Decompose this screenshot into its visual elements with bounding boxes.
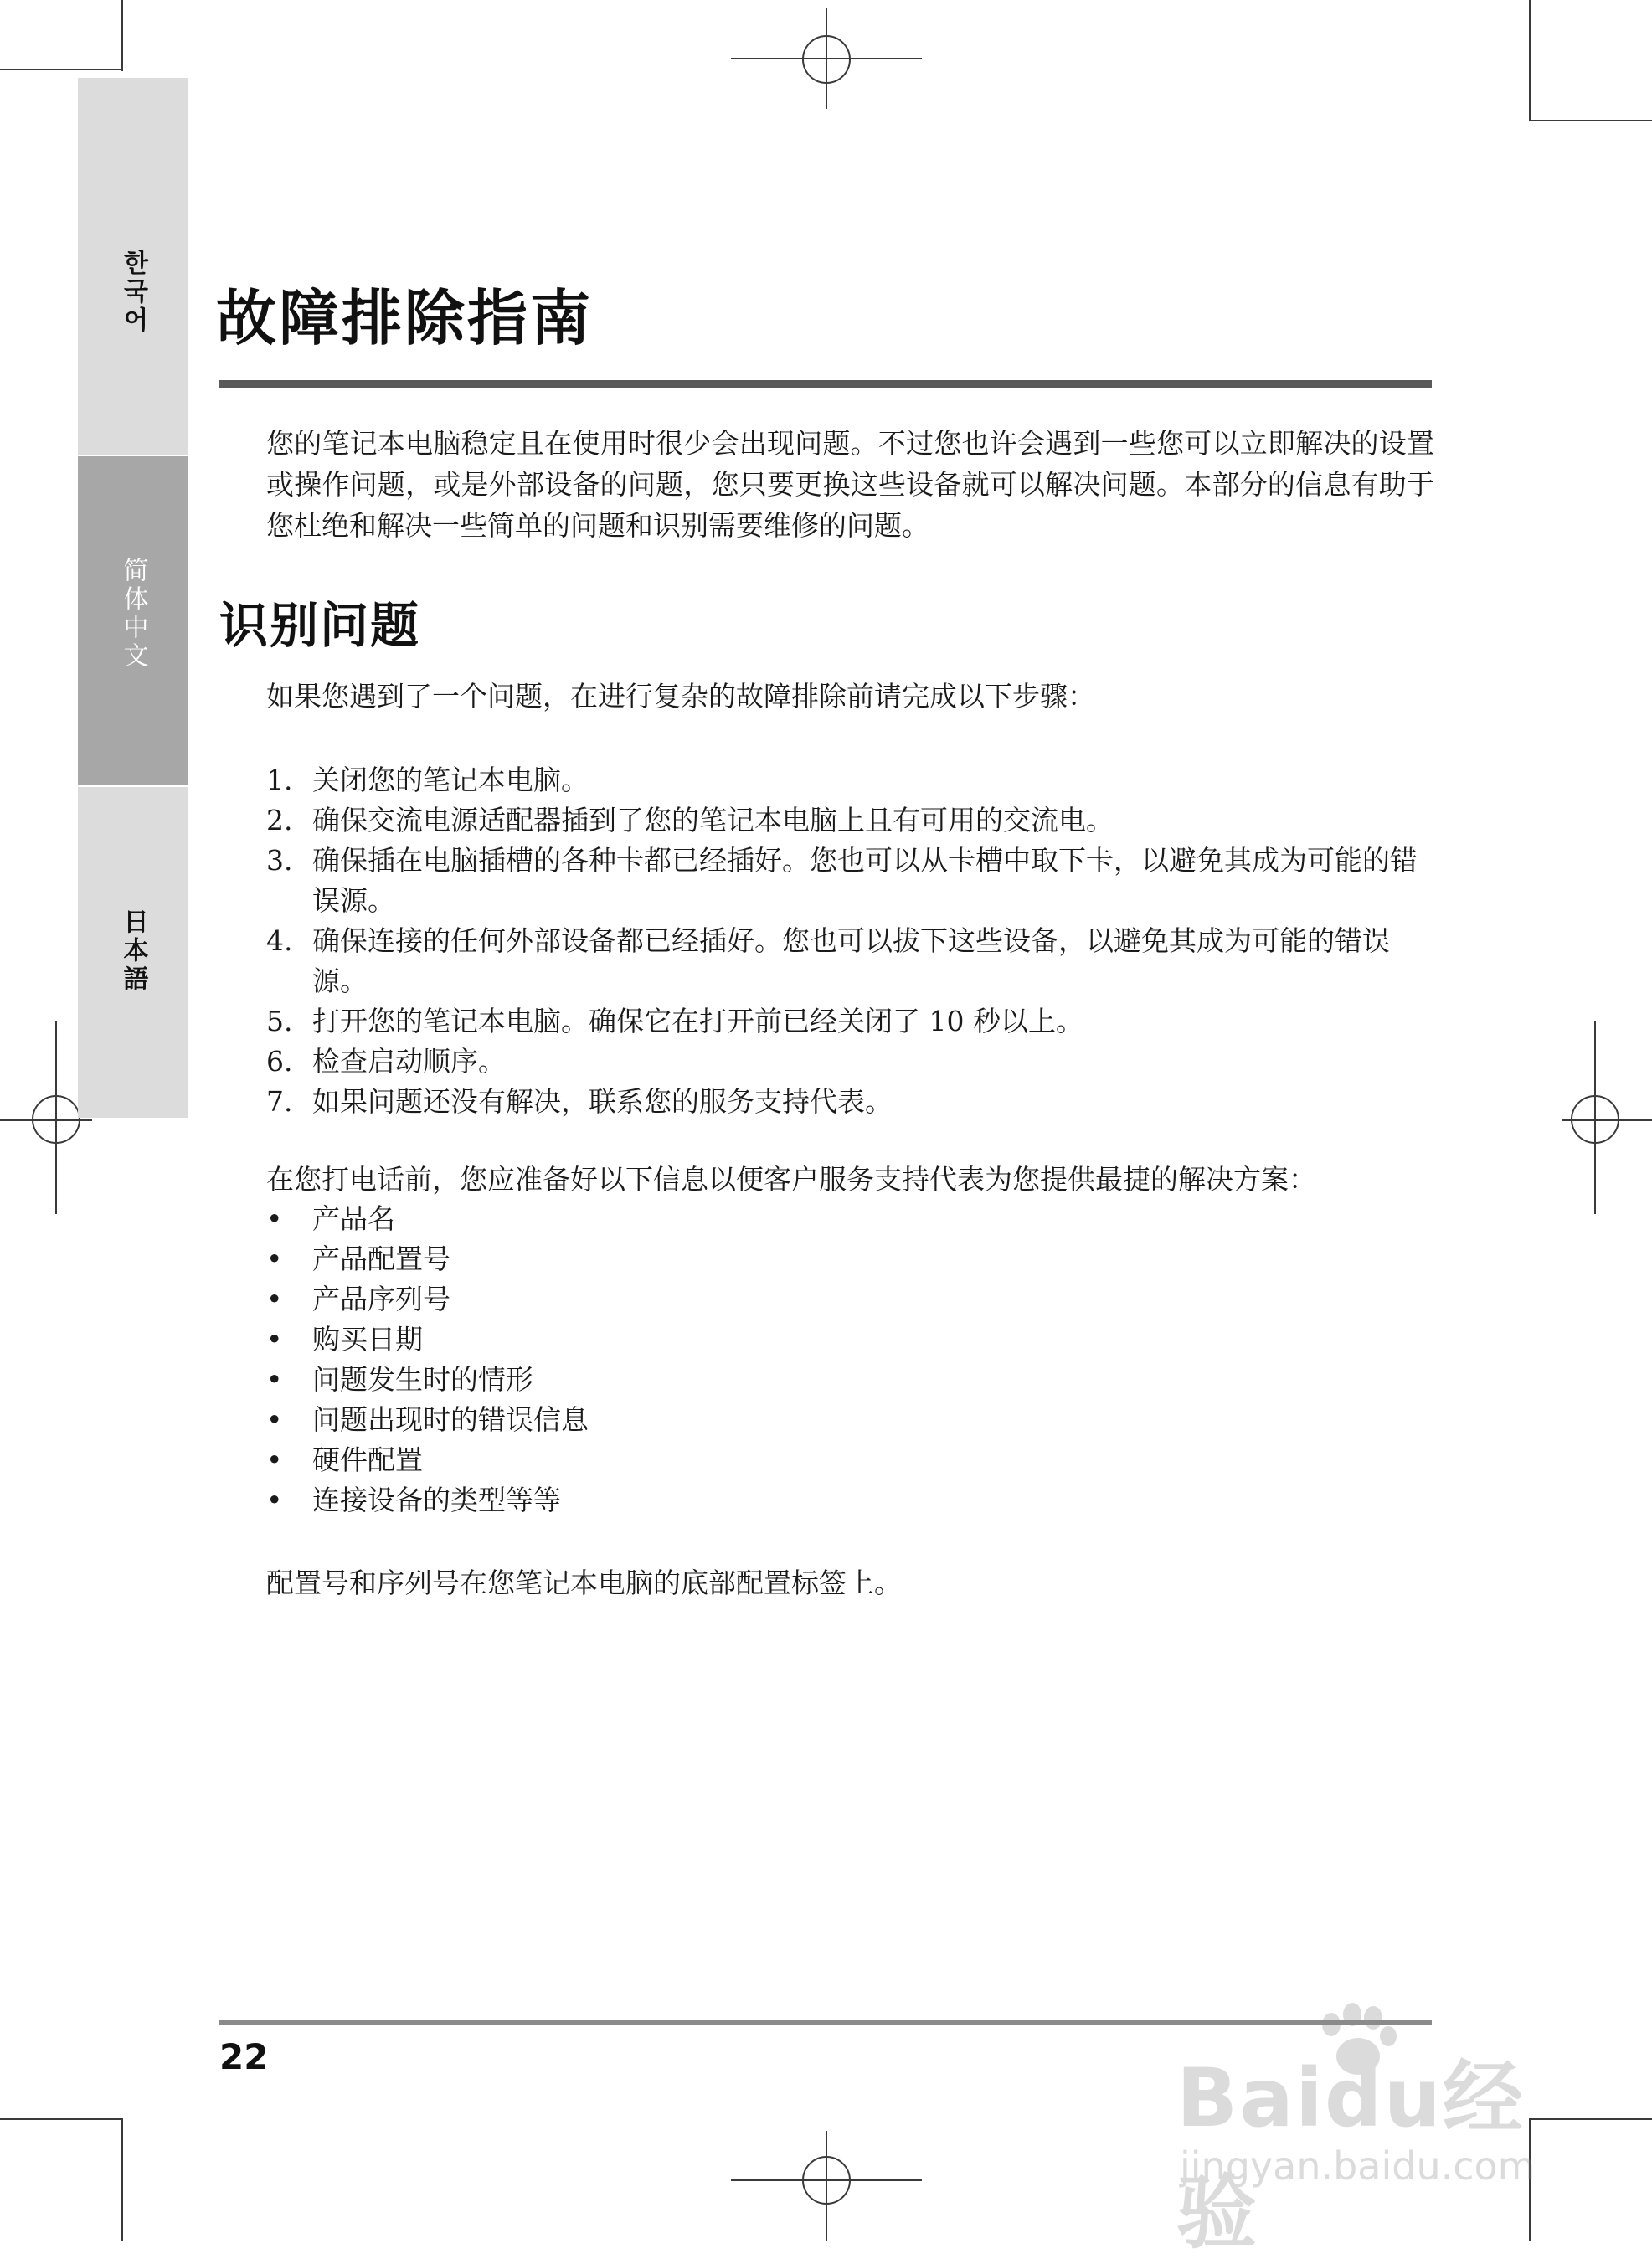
bullet-icon: • — [266, 1443, 283, 1476]
step-number: 1. — [266, 764, 293, 796]
list-item — [266, 1082, 1434, 1122]
tab-japanese-label: 日本語 — [118, 908, 148, 994]
baidu-watermark — [1176, 1999, 1570, 2260]
page-title: 故障排除指南 — [216, 283, 594, 353]
tab-korean — [78, 78, 188, 455]
step-number: 7. — [266, 1085, 293, 1118]
step-text: 关闭您的笔记本电脑。 — [312, 764, 589, 796]
watermark-url: jingyan.baidu.com — [1180, 2143, 1536, 2189]
bullet-icon: • — [266, 1403, 283, 1436]
section-heading: 识别问题 — [219, 597, 421, 654]
list-item — [266, 1239, 589, 1279]
list-item — [266, 1199, 589, 1239]
before-call-paragraph: 在您打电话前，您应准备好以下信息以便客户服务支持代表为您提供最捷的解决方案： — [266, 1163, 1316, 1196]
page-number: 22 — [219, 2036, 269, 2077]
bullet-icon: • — [266, 1363, 283, 1396]
title-divider — [219, 380, 1432, 388]
item-text: 问题发生时的情形 — [312, 1363, 533, 1396]
tab-chinese-label: 简体中文 — [118, 557, 148, 671]
list-item — [266, 1279, 589, 1320]
step-number: 4. — [266, 924, 293, 957]
tab-chinese-active — [78, 456, 188, 785]
step-text: 检查启动顺序。 — [312, 1045, 506, 1078]
info-list — [266, 1199, 589, 1520]
item-text: 产品序列号 — [312, 1283, 450, 1315]
item-text: 产品配置号 — [312, 1243, 450, 1275]
bullet-icon: • — [266, 1243, 283, 1275]
bullet-icon: • — [266, 1283, 283, 1315]
step-number: 3. — [266, 844, 293, 877]
item-text: 连接设备的类型等等 — [312, 1484, 561, 1516]
step-number: 2. — [266, 804, 293, 836]
step-number: 5. — [266, 1005, 293, 1037]
list-item — [266, 1400, 589, 1440]
item-text: 购买日期 — [312, 1323, 423, 1356]
list-item — [266, 1001, 1434, 1042]
steps-list — [266, 760, 1434, 1122]
item-text: 问题出现时的错误信息 — [312, 1403, 589, 1436]
step-text: 确保连接的任何外部设备都已经插好。您也可以拔下这些设备，以避免其成为可能的错误源。 — [312, 924, 1390, 997]
list-item — [266, 1320, 589, 1360]
tab-korean-label: 한국어 — [118, 250, 148, 335]
tab-japanese — [78, 787, 188, 1118]
bullet-icon: • — [266, 1484, 283, 1516]
bullet-icon: • — [266, 1323, 283, 1356]
section-lead: 如果您遇到了一个问题，在进行复杂的故障排除前请完成以下步骤： — [266, 680, 1095, 713]
step-text: 如果问题还没有解决，联系您的服务支持代表。 — [312, 1085, 893, 1118]
list-item — [266, 760, 1434, 800]
list-item — [266, 1360, 589, 1400]
item-text: 产品名 — [312, 1202, 395, 1235]
list-item — [266, 841, 1434, 921]
list-item — [266, 1440, 589, 1480]
step-text: 打开您的笔记本电脑。确保它在打开前已经关闭了 10 秒以上。 — [312, 1005, 1083, 1037]
intro-paragraph: 您的笔记本电脑稳定且在使用时很少会出现问题。不过您也许会遇到一些您可以立即解决的设置或操作问题，或是外部设备的问题，您只要更换这些设备就可以解决问题。本部分的信息有助于您杜绝和解决一些简单的问题和识别需要维修的问题。 — [266, 427, 1434, 542]
step-text: 确保插在电脑插槽的各种卡都已经插好。您也可以从卡槽中取下卡，以避免其成为可能的错误源。 — [312, 844, 1418, 917]
watermark-brand: Baidu经验 — [1176, 2051, 1525, 2260]
step-text: 确保交流电源适配器插到了您的笔记本电脑上且有可用的交流电。 — [312, 804, 1114, 836]
bullet-icon: • — [266, 1202, 283, 1235]
list-item — [266, 800, 1434, 841]
list-item — [266, 1042, 1434, 1082]
serial-note: 配置号和序列号在您笔记本电脑的底部配置标签上。 — [266, 1567, 902, 1599]
step-number: 6. — [266, 1045, 293, 1078]
item-text: 硬件配置 — [312, 1443, 423, 1476]
list-item — [266, 921, 1434, 1001]
list-item — [266, 1480, 589, 1520]
